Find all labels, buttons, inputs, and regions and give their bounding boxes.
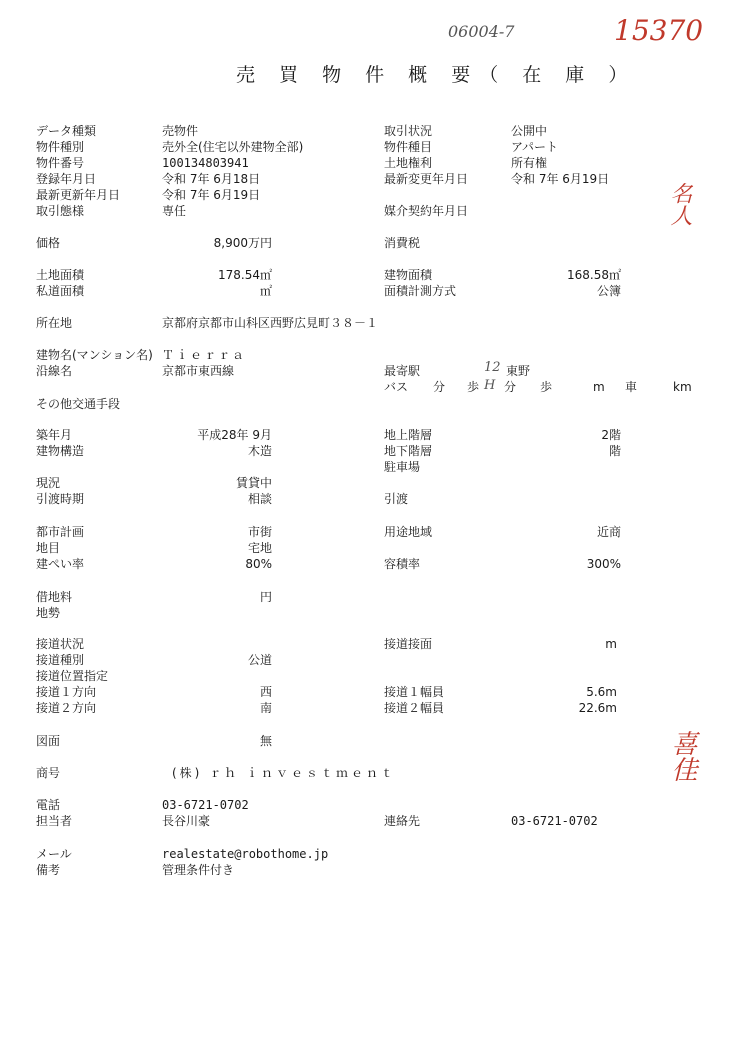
zoning-label: 用途地域	[384, 525, 433, 539]
station-label: 最寄駅	[384, 364, 421, 378]
structure-label: 建物構造	[36, 444, 85, 458]
bus-min-label: 分	[433, 380, 446, 394]
handwritten-mark-name: 名人	[667, 182, 692, 226]
deal-status-label: 取引状況	[384, 124, 433, 138]
lease-fee-value: 円	[259, 590, 272, 604]
item-value: アパート	[511, 140, 559, 154]
deal-status-value: 公開中	[511, 124, 548, 138]
frontage-value: m	[605, 637, 617, 651]
area-method-value: 公簿	[596, 284, 621, 298]
car-label: 車	[625, 380, 638, 394]
property-type-label: 物件種別	[36, 140, 85, 154]
person-value: 長谷川豪	[162, 814, 211, 828]
drawing-value: 無	[259, 734, 272, 748]
company-label: 商号	[36, 766, 61, 780]
road-type-value: 公道	[247, 653, 272, 667]
road1-width-value: 5.6m	[586, 685, 617, 699]
structure-value: 木造	[247, 444, 272, 458]
parking-label: 駐車場	[384, 460, 421, 474]
deal-mode-value: 専任	[162, 204, 187, 218]
road1-dir-label: 接道１方向	[36, 685, 97, 699]
station-value: 東野	[506, 364, 531, 378]
item-label: 物件種目	[384, 140, 433, 154]
building-name-value: Ｔｉｅｒｒａ	[162, 348, 247, 362]
handover-time-value: 相談	[247, 492, 272, 506]
mail-label: メール	[36, 847, 72, 861]
tax-label: 消費税	[384, 236, 421, 250]
drawing-label: 図面	[36, 734, 61, 748]
meter-label: m	[593, 380, 605, 394]
mail-value: realestate@robothome.jp	[162, 847, 329, 861]
remarks-label: 備考	[36, 863, 61, 877]
private-road-value: ㎡	[259, 284, 272, 298]
price-label: 価格	[36, 236, 61, 250]
handwritten-code: 06004-7	[448, 22, 515, 41]
building-name-label: 建物名(マンション名)	[36, 348, 153, 362]
handover-time-label: 引渡時期	[36, 492, 85, 506]
status-value: 賃貸中	[235, 476, 272, 490]
built-value: 平成28年 9月	[197, 428, 272, 442]
zoning-value: 近商	[596, 525, 621, 539]
line-label: 沿線名	[36, 364, 73, 378]
phone-value: 03-6721-0702	[162, 798, 249, 812]
deal-mode-label: 取引態様	[36, 204, 85, 218]
last-change-label: 最新変更年月日	[384, 172, 469, 186]
status-label: 現況	[36, 476, 61, 490]
built-label: 築年月	[36, 428, 73, 442]
contact-label: 連絡先	[384, 814, 421, 828]
building-area-label: 建物面積	[384, 268, 433, 282]
land-right-value: 所有権	[511, 156, 548, 170]
city-plan-value: 市街	[247, 525, 272, 539]
terrain-label: 地勢	[36, 606, 61, 620]
person-label: 担当者	[36, 814, 73, 828]
data-kind-value: 売物件	[162, 124, 199, 138]
reg-date-label: 登録年月日	[36, 172, 97, 186]
handwritten-bus-note: H	[484, 378, 496, 393]
bus-label: バス	[384, 380, 409, 394]
road1-dir-value: 西	[259, 685, 272, 699]
frontage-label: 接道接面	[384, 637, 433, 651]
road2-dir-value: 南	[259, 701, 272, 715]
km-label: km	[673, 380, 692, 394]
land-right-label: 土地権利	[384, 156, 433, 170]
handwritten-seal: 喜佳	[667, 730, 697, 782]
city-plan-label: 都市計画	[36, 525, 85, 539]
far-label: 容積率	[384, 557, 421, 571]
walk-min-label: 分	[504, 380, 517, 394]
handover-label: 引渡	[384, 492, 409, 506]
line-value: 京都市東西線	[162, 364, 235, 378]
walk-label: 歩	[540, 380, 553, 394]
last-update-label: 最新更新年月日	[36, 188, 121, 202]
remarks-value: 管理条件付き	[162, 863, 235, 877]
property-type-value: 売外全(住宅以外建物全部)	[162, 140, 304, 154]
land-cat-value: 宅地	[247, 541, 272, 555]
road-pos-label: 接道位置指定	[36, 669, 109, 683]
bcr-value: 80%	[245, 557, 272, 571]
company-value: (株) ｒｈ ｉｎｖｅｓｔｍｅｎｔ	[172, 766, 396, 780]
floors-down-label: 地下階層	[384, 444, 433, 458]
bcr-label: 建ぺい率	[36, 557, 85, 571]
bus-walk-label: 歩	[467, 380, 480, 394]
contact-value: 03-6721-0702	[511, 814, 598, 828]
property-no-value: 100134803941	[162, 156, 249, 170]
lease-fee-label: 借地料	[36, 590, 73, 604]
land-area-value: 178.54㎡	[218, 268, 272, 282]
area-method-label: 面積計測方式	[384, 284, 457, 298]
data-kind-label: データ種類	[36, 124, 97, 138]
handwritten-number: 15370	[614, 14, 704, 47]
floors-up-label: 地上階層	[384, 428, 433, 442]
phone-label: 電話	[36, 798, 61, 812]
price-value: 8,900万円	[213, 236, 272, 250]
floors-up-value: 2階	[601, 428, 621, 442]
far-value: 300%	[586, 557, 621, 571]
last-update-value: 令和 7年 6月19日	[162, 188, 261, 202]
building-area-value: 168.58㎡	[567, 268, 621, 282]
location-label: 所在地	[36, 316, 73, 330]
reg-date-value: 令和 7年 6月18日	[162, 172, 261, 186]
road2-width-label: 接道２幅員	[384, 701, 445, 715]
last-change-value: 令和 7年 6月19日	[511, 172, 610, 186]
road-status-label: 接道状況	[36, 637, 85, 651]
private-road-label: 私道面積	[36, 284, 85, 298]
road1-width-label: 接道１幅員	[384, 685, 445, 699]
location-value: 京都府京都市山科区西野広見町３８－１	[162, 316, 379, 330]
other-transit-label: その他交通手段	[36, 397, 121, 411]
road2-width-value: 22.6m	[578, 701, 617, 715]
handwritten-station-note: 12	[484, 360, 501, 375]
land-area-label: 土地面積	[36, 268, 85, 282]
property-no-label: 物件番号	[36, 156, 85, 170]
road2-dir-label: 接道２方向	[36, 701, 97, 715]
floors-down-value: 階	[608, 444, 621, 458]
agency-date-label: 媒介契約年月日	[384, 204, 469, 218]
road-type-label: 接道種別	[36, 653, 85, 667]
document-title: 売 買 物 件 概 要（ 在 庫 ）	[236, 64, 637, 86]
land-cat-label: 地目	[36, 541, 61, 555]
